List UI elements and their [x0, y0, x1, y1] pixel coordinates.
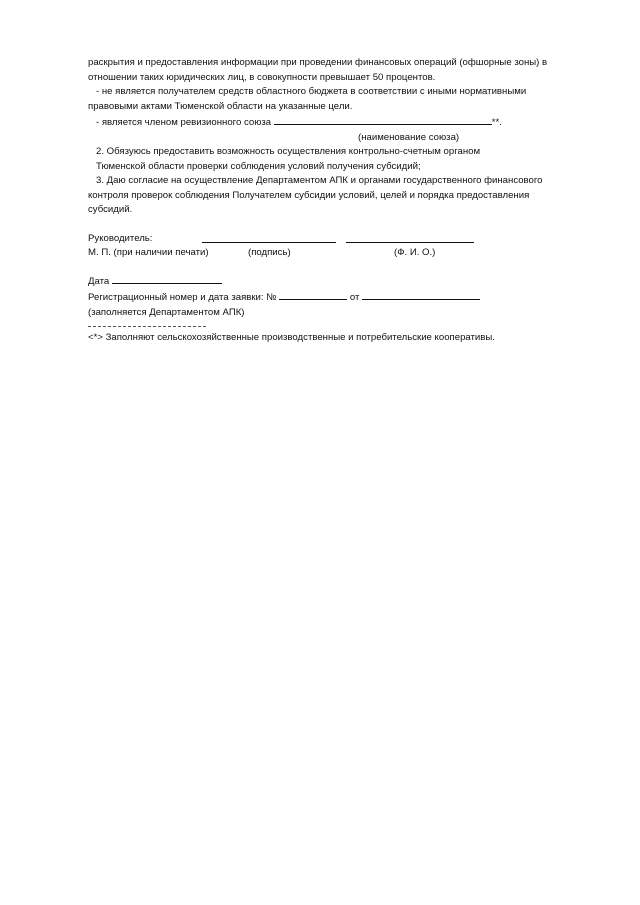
registration-line	[88, 289, 608, 306]
consent-line-3: субсидий.	[88, 204, 133, 215]
consent-line-2: контроля проверок соблюдения Получателем субсидии условий, целей и порядка предоставления	[88, 189, 530, 201]
date-label: Дата	[88, 275, 110, 287]
date-line	[88, 273, 608, 290]
offshore-line-1: раскрытия и предоставления информации при проведении финансовых операций (офшорные зоны) в	[88, 57, 548, 68]
signature-caption: (подпись)	[248, 247, 291, 258]
registration-date-blank	[362, 289, 480, 300]
footnote-text: <*> Заполняют сельскохозяйственные производственные и потребительские кооперативы.	[88, 332, 495, 343]
signature-row	[88, 232, 608, 247]
consent-line-1: 3. Даю согласие на осуществление Департаментом АПК и органами государственного финансового	[96, 175, 543, 186]
from-label: от	[349, 292, 360, 303]
consent-paragraph	[88, 174, 608, 218]
union-line	[88, 114, 608, 131]
registration-label: Регистрационный номер и дата заявки: №	[88, 292, 277, 303]
obligation-paragraph	[88, 145, 608, 174]
union-paragraph	[88, 114, 608, 145]
head-label: Руководитель:	[88, 232, 153, 244]
offshore-paragraph	[88, 56, 608, 85]
offshore-line-2: отношении таких юридических лиц, в совокупности превышает 50 процентов.	[88, 71, 436, 83]
signature-caption-row	[88, 246, 608, 261]
signature-blank	[202, 232, 336, 243]
date-blank	[112, 273, 222, 284]
union-caption: (наименование союза)	[358, 131, 460, 143]
document-page	[88, 56, 608, 346]
union-suffix: **.	[491, 117, 502, 128]
budget-paragraph	[88, 85, 608, 114]
footnote-separator	[88, 320, 206, 327]
name-blank	[346, 232, 474, 243]
budget-line-2: правовыми актами Тюменской области на указанные цели.	[88, 100, 353, 112]
union-prefix: - является членом ревизионного союза	[96, 117, 272, 128]
name-caption: (Ф. И. О.)	[394, 247, 436, 258]
budget-line-1: - не является получателем средств областного бюджета в соответствии с иными нормативными	[96, 86, 527, 97]
registration-number-blank	[279, 289, 347, 300]
filled-by-note: (заполняется Департаментом АПК)	[88, 306, 245, 318]
registration-block	[88, 273, 608, 346]
stamp-label: М. П. (при наличии печати)	[88, 247, 209, 258]
union-name-blank	[274, 114, 492, 125]
obligation-line-2: Тюменской области проверки соблюдения условий получения субсидий;	[96, 160, 421, 172]
obligation-line-1: 2. Обязуюсь предоставить возможность осуществления контрольно-счетным органом	[96, 146, 481, 157]
